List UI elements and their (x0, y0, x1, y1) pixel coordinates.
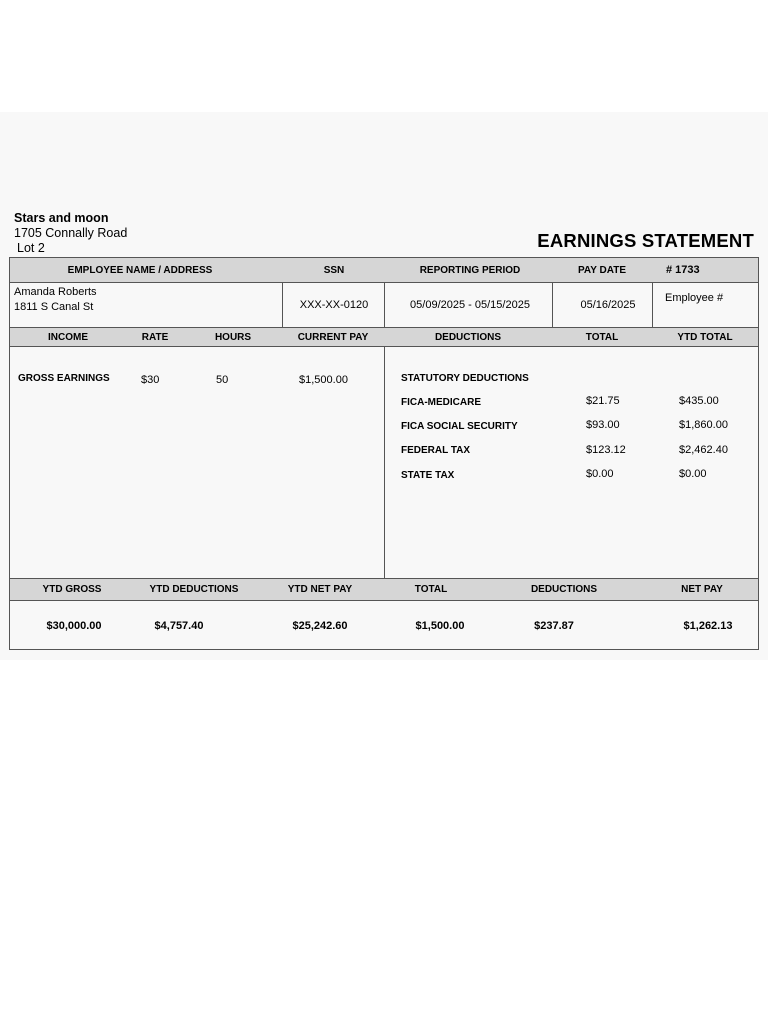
income-hours: 50 (216, 374, 229, 386)
summary-header (10, 579, 758, 600)
income-current-pay: $1,500.00 (299, 374, 348, 386)
header-current-pay: CURRENT PAY (297, 331, 369, 343)
deduction-ytd: $435.00 (679, 395, 719, 407)
summary-net-pay: $1,262.13 (683, 620, 733, 632)
deductions-heading: STATUTORY DEDUCTIONS (401, 373, 529, 384)
pay-date-value: 05/16/2025 (580, 299, 636, 311)
company-info (14, 211, 127, 256)
deduction-ytd: $1,860.00 (679, 419, 728, 431)
header-ytd-deductions: YTD DEDUCTIONS (149, 584, 239, 595)
header-ytd-net-pay: YTD NET PAY (287, 584, 353, 595)
employee-address: 1811 S Canal St (14, 301, 94, 313)
summary-ytd-deductions: $4,757.40 (154, 620, 204, 632)
deduction-name: FEDERAL TAX (401, 445, 471, 456)
employee-info-header (10, 258, 758, 282)
employee-number-label: Employee # (665, 292, 724, 304)
summary-ytd-net-pay: $25,242.60 (292, 620, 348, 632)
deduction-ytd: $0.00 (679, 468, 707, 480)
income-label: GROSS EARNINGS (18, 373, 110, 384)
header-summary-deductions: DEDUCTIONS (530, 584, 598, 595)
income-rate: $30 (141, 374, 160, 386)
deduction-total: $0.00 (586, 468, 614, 480)
check-number: # 1733 (666, 264, 700, 276)
header-rate: RATE (141, 331, 169, 343)
deduction-total: $123.12 (586, 444, 626, 456)
statement-title: EARNINGS STATEMENT (537, 230, 754, 251)
reporting-period-value: 05/09/2025 - 05/15/2025 (410, 299, 530, 311)
company-address-line2: Lot 2 (17, 241, 45, 255)
header-ssn: SSN (323, 264, 345, 276)
header-net-pay: NET PAY (681, 584, 723, 595)
summary-total: $1,500.00 (415, 620, 465, 632)
deduction-total: $93.00 (586, 419, 620, 431)
company-name: Stars and moon (14, 211, 109, 225)
header-hours: HOURS (214, 331, 252, 343)
header-pay-date: PAY DATE (578, 264, 626, 276)
employee-name: Amanda Roberts (14, 286, 97, 298)
header-employee-name-address: EMPLOYEE NAME / ADDRESS (67, 264, 213, 276)
company-address-line1: 1705 Connally Road (14, 226, 128, 240)
header-ytd-total: YTD TOTAL (677, 331, 733, 343)
employee-ssn: XXX-XX-0120 (299, 299, 369, 311)
header-deductions: DEDUCTIONS (434, 331, 502, 343)
deduction-total: $21.75 (586, 395, 620, 407)
deduction-name: STATE TAX (401, 470, 455, 481)
header-summary-total: TOTAL (414, 584, 448, 595)
earnings-header (10, 328, 758, 346)
header-total: TOTAL (585, 331, 619, 343)
header-income: INCOME (48, 331, 88, 343)
summary-deductions: $237.87 (534, 620, 574, 632)
deduction-name: FICA SOCIAL SECURITY (401, 421, 518, 432)
header-ytd-gross: YTD GROSS (42, 584, 102, 595)
deduction-name: FICA-MEDICARE (401, 397, 481, 408)
summary-ytd-gross: $30,000.00 (46, 620, 102, 632)
header-reporting-period: REPORTING PERIOD (419, 264, 521, 276)
deduction-ytd: $2,462.40 (679, 444, 728, 456)
